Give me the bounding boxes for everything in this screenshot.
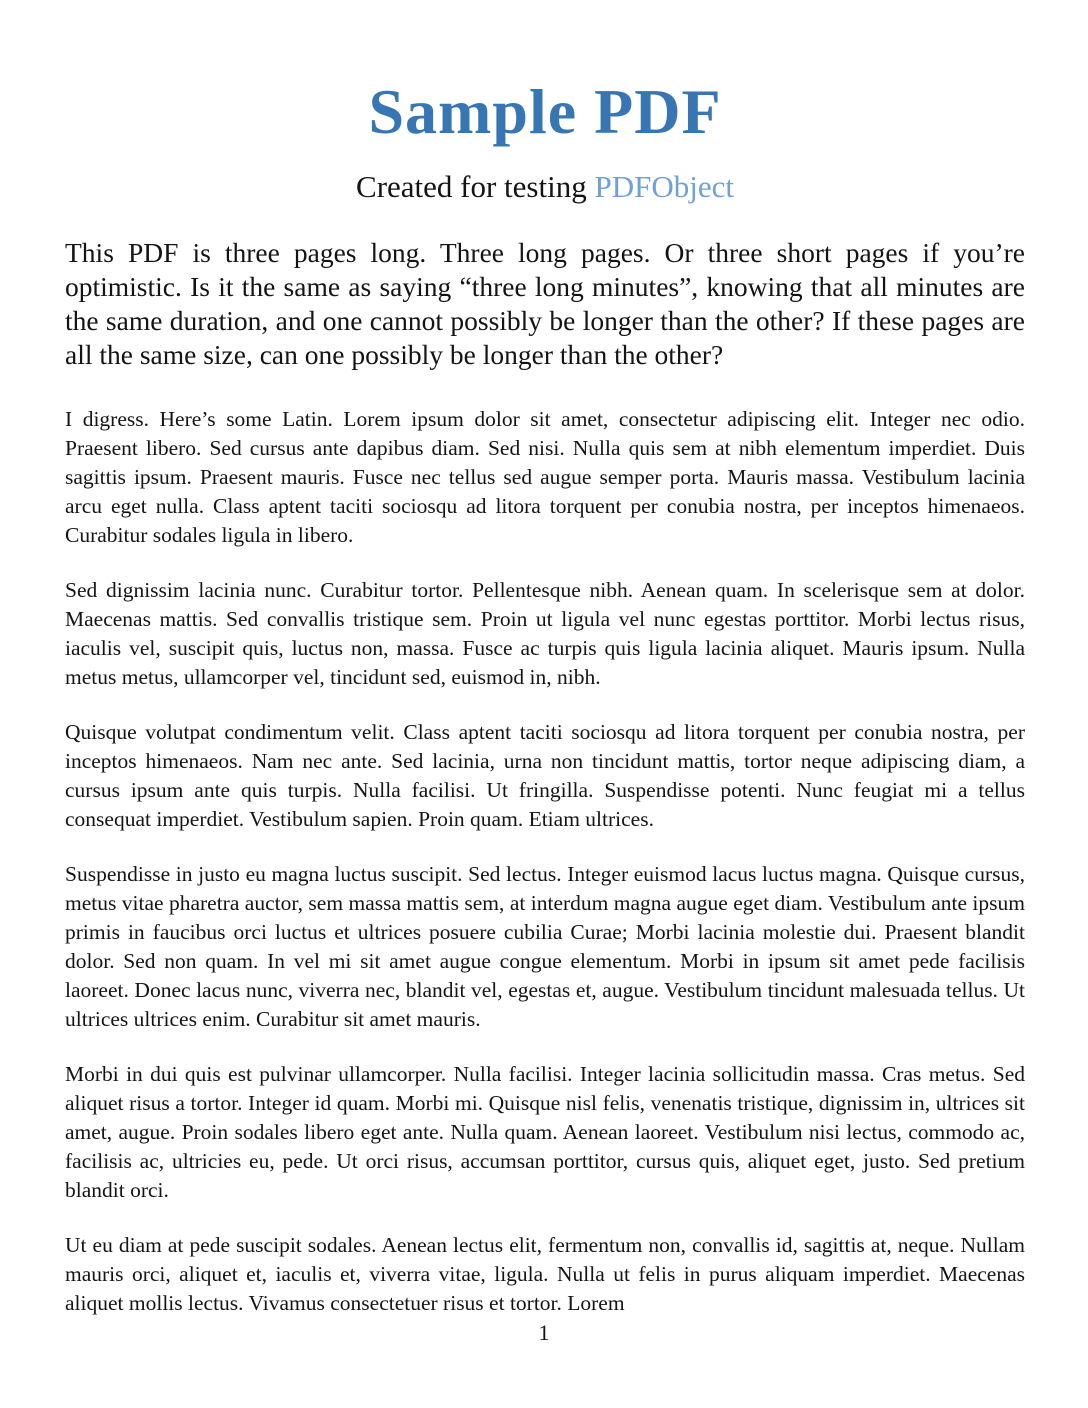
body-paragraph-1: I digress. Here’s some Latin. Lorem ipsum dolor sit amet, consectetur adipiscing elit. Integer nec odio. Praesent libero. Sed cursus ante dapibus diam. Sed nisi. Nulla quis sem at nibh elementum imperdiet. Duis sagittis ipsum. Praesent mauris. Fusce nec tellus sed augue semper porta. Mauris massa. Vestibulum lacinia arcu eget nulla. Class aptent taciti sociosqu ad litora torquent per conubia nostra, per inceptos himenaeos. Curabitur sodales ligula in libero. (65, 407, 1025, 548)
body-paragraph-6: Ut eu diam at pede suscipit sodales. Aenean lectus elit, fermentum non, convallis id, sagittis at, neque. Nullam mauris orci, aliquet et, iaculis et, viverra vitae, ligula. Nulla ut felis in purus aliquam imperdiet. Maecenas aliquet mollis lectus. Vivamus consectetuer risus et tortor. Lorem (65, 1233, 1025, 1316)
body-paragraph-4: Suspendisse in justo eu magna luctus suscipit. Sed lectus. Integer euismod lacus luctus magna. Quisque cursus, metus vitae pharetra auctor, sem massa mattis sem, at interdum magna augue eget diam. Vestibulum ante ipsum primis in faucibus orci luctus et ultrices posuere cubilia Curae; Morbi lacinia molestie dui. Praesent blandit dolor. Sed non quam. In vel mi sit amet augue congue elementum. Morbi in ipsum sit amet pede facilisis laoreet. Donec lacus nunc, viverra nec, blandit vel, egestas et, augue. Vestibulum tincidunt malesuada tellus. Ut ultrices ultrices enim. Curabitur sit amet mauris. (65, 862, 1025, 1032)
body-paragraph-3: Quisque volutpat condimentum velit. Class aptent taciti sociosqu ad litora torquent per conubia nostra, per inceptos himenaeos. Nam nec ante. Sed lacinia, urna non tincidunt mattis, tortor neque adipiscing diam, a cursus ipsum ante quis turpis. Nulla facilisi. Ut fringilla. Suspendisse potenti. Nunc feugiat mi a tellus consequat imperdiet. Vestibulum sapien. Proin quam. Etiam ultrices. (65, 720, 1025, 832)
document-subtitle (65, 170, 1025, 204)
lead-paragraph: This PDF is three pages long. Three long pages. Or three short pages if you’re optimistic. Is it the same as saying “three long minutes”, knowing that all minutes are the same duration, and one cannot possibly be longer than the other? If these pages are all the same size, can one possibly be longer than the other? (65, 237, 1025, 371)
pdfobject-link[interactable]: PDFObject (594, 169, 734, 204)
subtitle-text: Created for testing (356, 169, 595, 204)
document-title: Sample PDF (368, 76, 722, 147)
body-paragraph-2: Sed dignissim lacinia nunc. Curabitur tortor. Pellentesque nibh. Aenean quam. In scelerisque sem at dolor. Maecenas mattis. Sed convallis tristique sem. Proin ut ligula vel nunc egestas porttitor. Morbi lectus risus, iaculis vel, suscipit quis, luctus non, massa. Fusce ac turpis quis ligula lacinia aliquet. Mauris ipsum. Nulla metus metus, ullamcorper vel, tincidunt sed, euismod in, nibh. (65, 578, 1025, 690)
page-number: 1 (538, 1320, 550, 1345)
body-paragraph-5: Morbi in dui quis est pulvinar ullamcorper. Nulla facilisi. Integer lacinia sollicitudin massa. Cras metus. Sed aliquet risus a tortor. Integer id quam. Morbi mi. Quisque nisl felis, venenatis tristique, dignissim in, ultrices sit amet, augue. Proin sodales libero eget ante. Nulla quam. Aenean laoreet. Vestibulum nisi lectus, commodo ac, facilisis ac, ultricies eu, pede. Ut orci risus, accumsan porttitor, cursus quis, aliquet eget, justo. Sed pretium blandit orci. (65, 1062, 1025, 1203)
